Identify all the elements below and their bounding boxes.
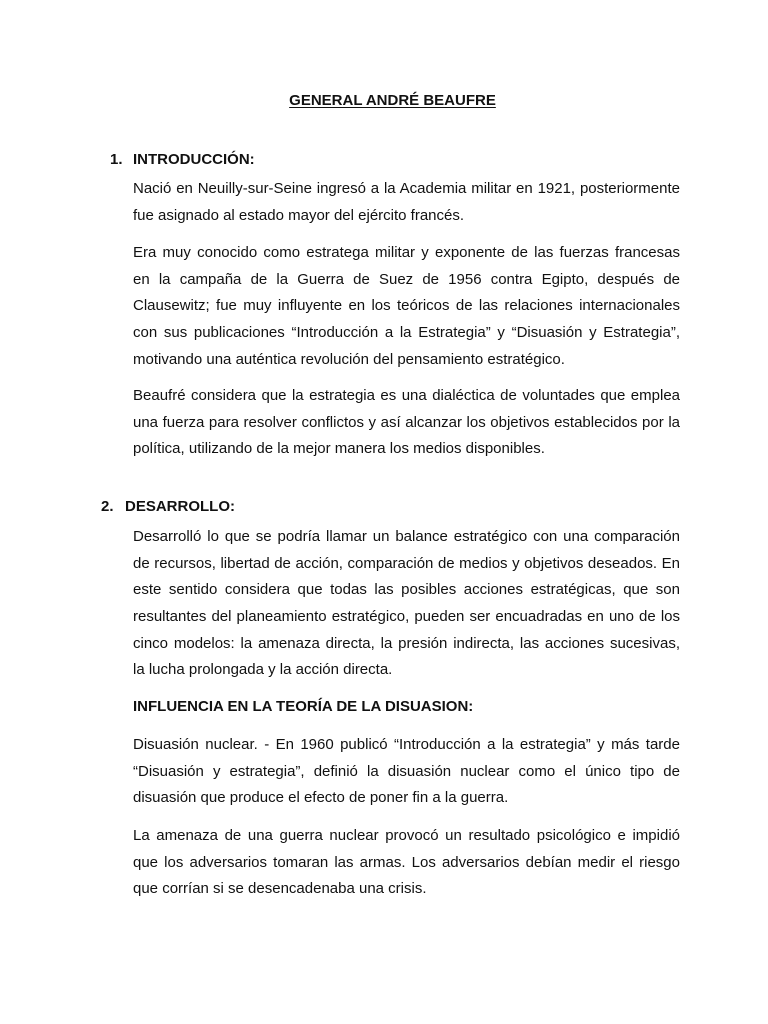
paragraph-line: que corrían si se desencadenaba una crisis. xyxy=(133,880,427,898)
paragraph-line: “Disuasión y estrategia”, definió la disuasión nuclear como el único tipo de xyxy=(133,762,680,780)
section-number: 1. xyxy=(110,151,123,168)
paragraph xyxy=(133,524,680,684)
paragraph xyxy=(133,176,680,229)
paragraph xyxy=(133,823,680,903)
paragraph-line: de recursos, libertad de acción, comparación de medios y objetivos deseados. En xyxy=(133,554,680,572)
document-title: GENERAL ANDRÉ BEAUFRE xyxy=(289,92,496,109)
paragraph-line: con sus publicaciones “Introducción a la Estrategia” y “Disuasión y Estrategia”, xyxy=(133,324,680,342)
paragraph xyxy=(133,383,680,463)
paragraph-line: la lucha prolongada y la acción directa. xyxy=(133,661,393,679)
subsection-heading: INFLUENCIA EN LA TEORÍA DE LA DISUASION: xyxy=(133,698,474,715)
paragraph-line: en la campaña de la Guerra de Suez de 1956 contra Egipto, después de xyxy=(133,270,680,288)
paragraph xyxy=(133,732,680,812)
paragraph-line: política, utilizando de la mejor manera los medios disponibles. xyxy=(133,440,545,458)
paragraph-line: Era muy conocido como estratega militar y exponente de las fuerzas francesas xyxy=(133,244,680,261)
paragraph-line: resultantes del planeamiento estratégico, pueden ser encuadradas en uno de los xyxy=(133,608,680,626)
paragraph-line: Desarrolló lo que se podría llamar un balance estratégico con una comparación xyxy=(133,528,680,545)
section-heading: DESARROLLO: xyxy=(125,498,235,515)
paragraph-line: que los adversarios tomaran las armas. Los adversarios debían medir el riesgo xyxy=(133,853,680,871)
paragraph-line: cinco modelos: la amenaza directa, la presión indirecta, las acciones sucesivas, xyxy=(133,634,680,652)
paragraph-line: este sentido considera que todas las posibles acciones estratégicas, que son xyxy=(133,581,680,599)
paragraph-line: Nació en Neuilly-sur-Seine ingresó a la Academia militar en 1921, posteriormente xyxy=(133,180,680,197)
paragraph-line: una fuerza para resolver conflictos y así alcanzar los objetivos establecidos por la xyxy=(133,413,680,431)
paragraph xyxy=(133,240,680,373)
paragraph-line: Disuasión nuclear. - En 1960 publicó “Introducción a la estrategia” y más tarde xyxy=(133,736,680,753)
paragraph-line: motivando una auténtica revolución del pensamiento estratégico. xyxy=(133,350,565,368)
paragraph-line: Beaufré considera que la estrategia es una dialéctica de voluntades que emplea xyxy=(133,387,680,404)
paragraph-line: Clausewitz; fue muy influyente en los teóricos de las relaciones internacionales xyxy=(133,297,680,315)
paragraph-line: disuasión que produce el efecto de poner fin a la guerra. xyxy=(133,789,509,807)
paragraph-line: fue asignado al estado mayor del ejército francés. xyxy=(133,206,465,224)
section-number: 2. xyxy=(101,498,114,515)
section-heading: INTRODUCCIÓN: xyxy=(133,151,255,168)
paragraph-line: La amenaza de una guerra nuclear provocó un resultado psicológico e impidió xyxy=(133,827,680,844)
